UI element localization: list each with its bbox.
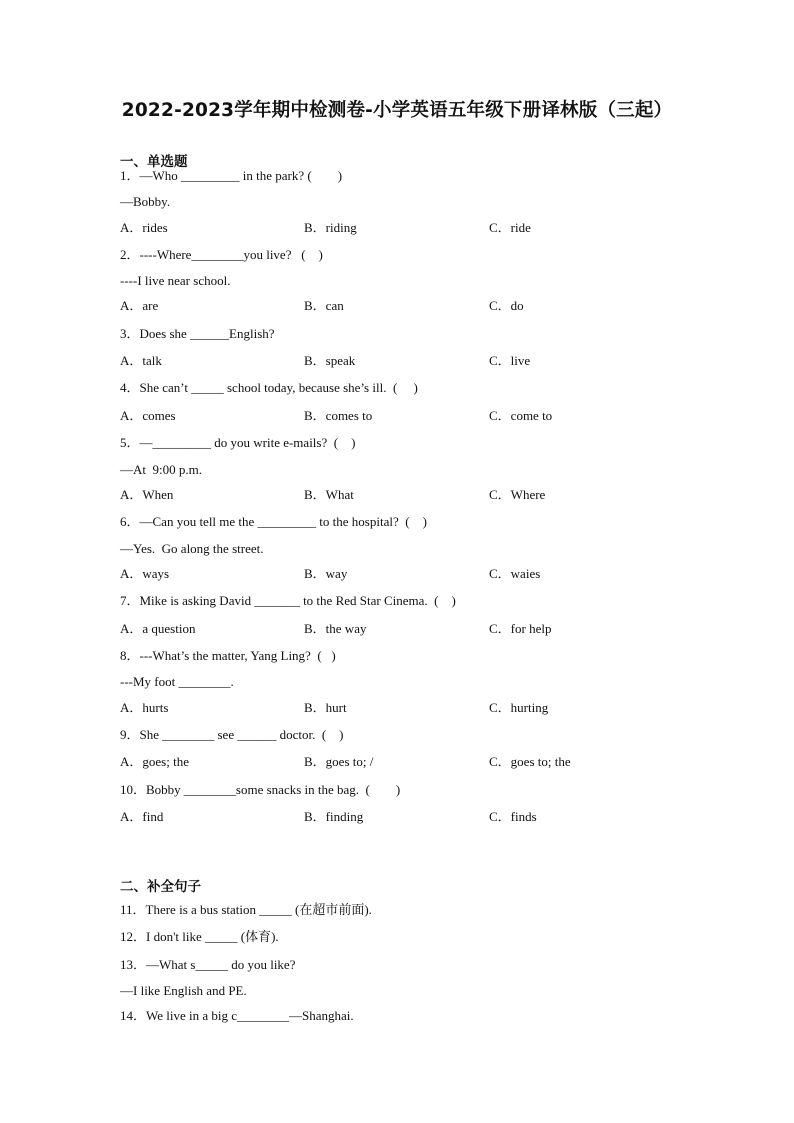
option-c: C．ride [489,220,531,235]
option-c: C．hurting [489,700,549,715]
question-stem: 10．Bobby ________some snacks in the bag. ( ) [120,782,401,797]
option-b: B．hurt [304,700,347,715]
question-stem: 1．—Who _________ in the park? ( ) [120,168,343,183]
option-a: A．a question [120,621,196,636]
option-b: B．What [304,487,354,502]
option-c: C．goes to; the [489,754,571,769]
option-c: C．do [489,298,524,313]
question-stem: 5．—_________ do you write e-mails? ( ) [120,435,356,450]
option-c: C．for help [489,621,552,636]
question-stem: 6．—Can you tell me the _________ to the hospital? ( ) [120,514,427,529]
option-a: A．hurts [120,700,169,715]
question-stem: 9．She ________ see ______ doctor. ( ) [120,727,344,742]
option-b: B．comes to [304,408,373,423]
sentence-line: —I like English and PE. [120,983,247,998]
page-title: 2022-2023学年期中检测卷-小学英语五年级下册译林版（三起） [121,100,673,121]
question-dialogue-line: ---My foot ________. [120,674,234,689]
question-stem: 2．----Where________you live? ( ) [120,247,323,262]
sentence-line: 11．There is a bus station _____ (在超市前面). [120,902,372,917]
option-a: A．rides [120,220,168,235]
option-c: C．Where [489,487,546,502]
option-b: B．goes to; / [304,754,374,769]
option-b: B．way [304,566,348,581]
option-b: B．speak [304,353,356,368]
option-a: A．find [120,809,164,824]
option-c: C．finds [489,809,537,824]
option-c: C．live [489,353,531,368]
question-stem: 7．Mike is asking David _______ to the Red Star Cinema. ( ) [120,593,456,608]
option-b: B．finding [304,809,364,824]
question-dialogue-line: —Bobby. [120,194,171,209]
question-dialogue-line: —At 9:00 p.m. [120,462,202,477]
option-a: A．comes [120,408,176,423]
option-a: A．goes; the [120,754,189,769]
question-stem: 4．She can’t _____ school today, because she’s ill. ( ) [120,380,418,395]
option-a: A．When [120,487,174,502]
section-heading-complete-sentences: 二、补全句子 [120,879,201,895]
sentence-line: 14．We live in a big c________—Shanghai. [120,1008,354,1023]
section-heading-single-choice: 一、单选题 [120,154,188,170]
option-b: B．the way [304,621,367,636]
option-a: A．are [120,298,159,313]
option-c: C．waies [489,566,541,581]
option-b: B．can [304,298,344,313]
option-a: A．ways [120,566,170,581]
sentence-line: 13．—What s_____ do you like? [120,957,296,972]
question-stem: 8．---What’s the matter, Yang Ling? ( ) [120,648,336,663]
option-b: B．riding [304,220,357,235]
option-a: A．talk [120,353,162,368]
option-c: C．come to [489,408,553,423]
sentence-line: 12．I don't like _____ (体育). [120,929,279,944]
question-dialogue-line: ----I live near school. [120,273,231,288]
question-stem: 3．Does she ______English? [120,326,275,341]
question-dialogue-line: —Yes. Go along the street. [120,541,264,556]
